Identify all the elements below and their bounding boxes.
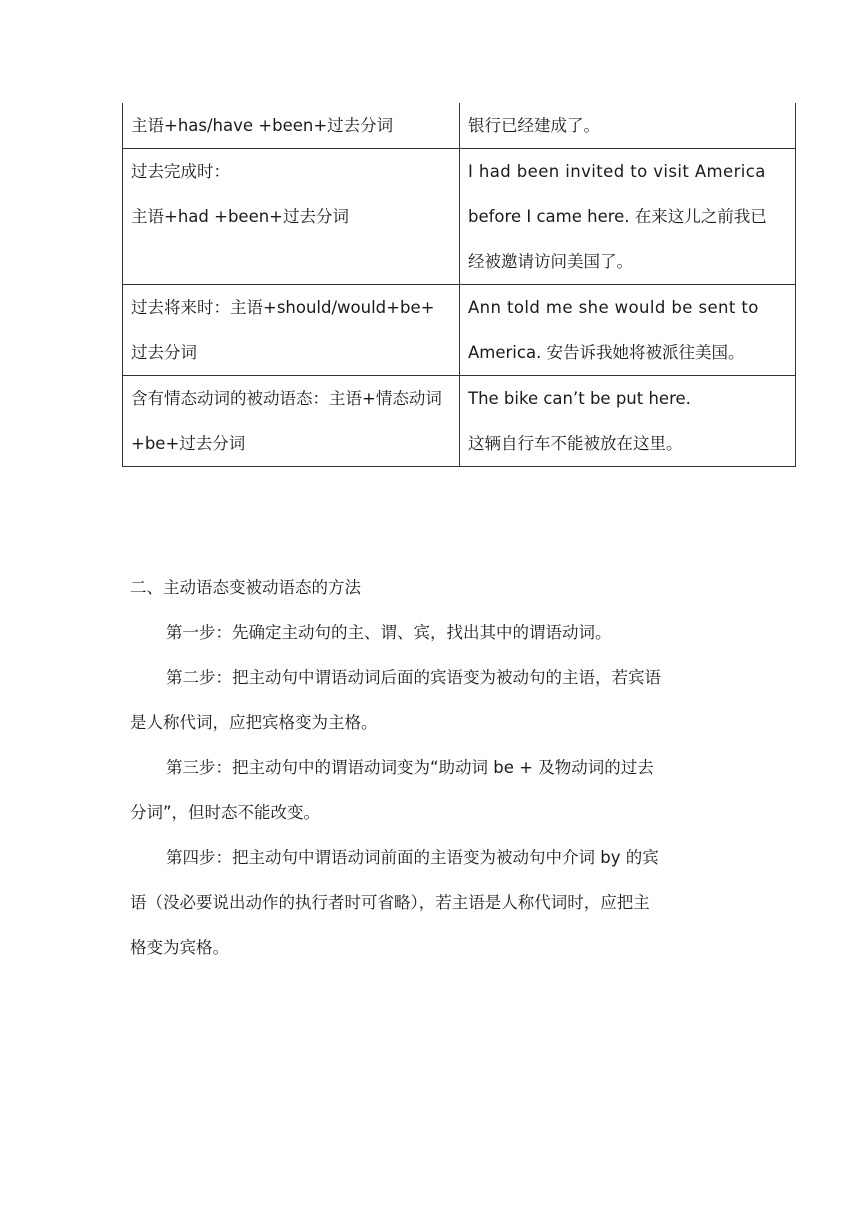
grammar-table (122, 103, 796, 467)
table-row (123, 149, 796, 285)
table-cell-example (460, 149, 796, 285)
cell-line: +be+过去分词 (131, 434, 246, 453)
cell-line: Ann told me she would be sent to (468, 298, 759, 317)
cell-line: 过去将来时：主语+should/would+be+ (131, 298, 435, 317)
cell-line: 经被邀请访问美国了。 (468, 252, 633, 271)
table-cell-example (460, 285, 796, 376)
section-heading: 二、主动语态变被动语态的方法 (130, 578, 361, 597)
cell-line: 过去完成时： (131, 162, 230, 181)
cell-line: 这辆自行车不能被放在这里。 (468, 434, 683, 453)
paragraph-line: 语（没必要说出动作的执行者时可省略），若主语是人称代词时，应把主 (130, 893, 650, 912)
cell-line: 银行已经建成了。 (468, 116, 600, 135)
table-cell-structure (123, 376, 460, 467)
step-paragraph (130, 610, 750, 655)
cell-line: before I came here. 在来这儿之前我已 (468, 207, 767, 226)
step-paragraph (130, 745, 750, 835)
paragraph-line: 第一步：先确定主动句的主、谓、宾，找出其中的谓语动词。 (166, 623, 612, 642)
paragraph-line: 分词”，但时态不能改变。 (130, 803, 321, 822)
cell-line: 主语+has/have +been+过去分词 (131, 116, 394, 135)
table-cell-example (460, 376, 796, 467)
table-row (123, 376, 796, 467)
step-paragraph (130, 835, 750, 970)
paragraph-line: 格变为宾格。 (130, 938, 229, 957)
cell-line: 含有情态动词的被动语态：主语+情态动词 (131, 389, 442, 408)
step-paragraph (130, 655, 750, 745)
table-cell-structure (123, 149, 460, 285)
table-cell-structure (123, 103, 460, 149)
table-cell-structure (123, 285, 460, 376)
cell-line: The bike can’t be put here. (468, 389, 691, 408)
paragraph-line: 第二步：把主动句中谓语动词后面的宾语变为被动句的主语，若宾语 (166, 668, 661, 687)
method-section (130, 565, 750, 970)
paragraph-line: 是人称代词，应把宾格变为主格。 (130, 713, 378, 732)
paragraph-line: 第四步：把主动句中谓语动词前面的主语变为被动句中介词 by 的宾 (166, 848, 659, 867)
table-cell-example (460, 103, 796, 149)
table-row (123, 103, 796, 149)
cell-line: I had been invited to visit America (468, 162, 766, 181)
cell-line: America. 安告诉我她将被派往美国。 (468, 343, 745, 362)
cell-line: 过去分词 (131, 343, 197, 362)
table-row (123, 285, 796, 376)
paragraph-line: 第三步：把主动句中的谓语动词变为“助动词 be + 及物动词的过去 (166, 758, 654, 777)
cell-line: 主语+had +been+过去分词 (131, 207, 349, 226)
